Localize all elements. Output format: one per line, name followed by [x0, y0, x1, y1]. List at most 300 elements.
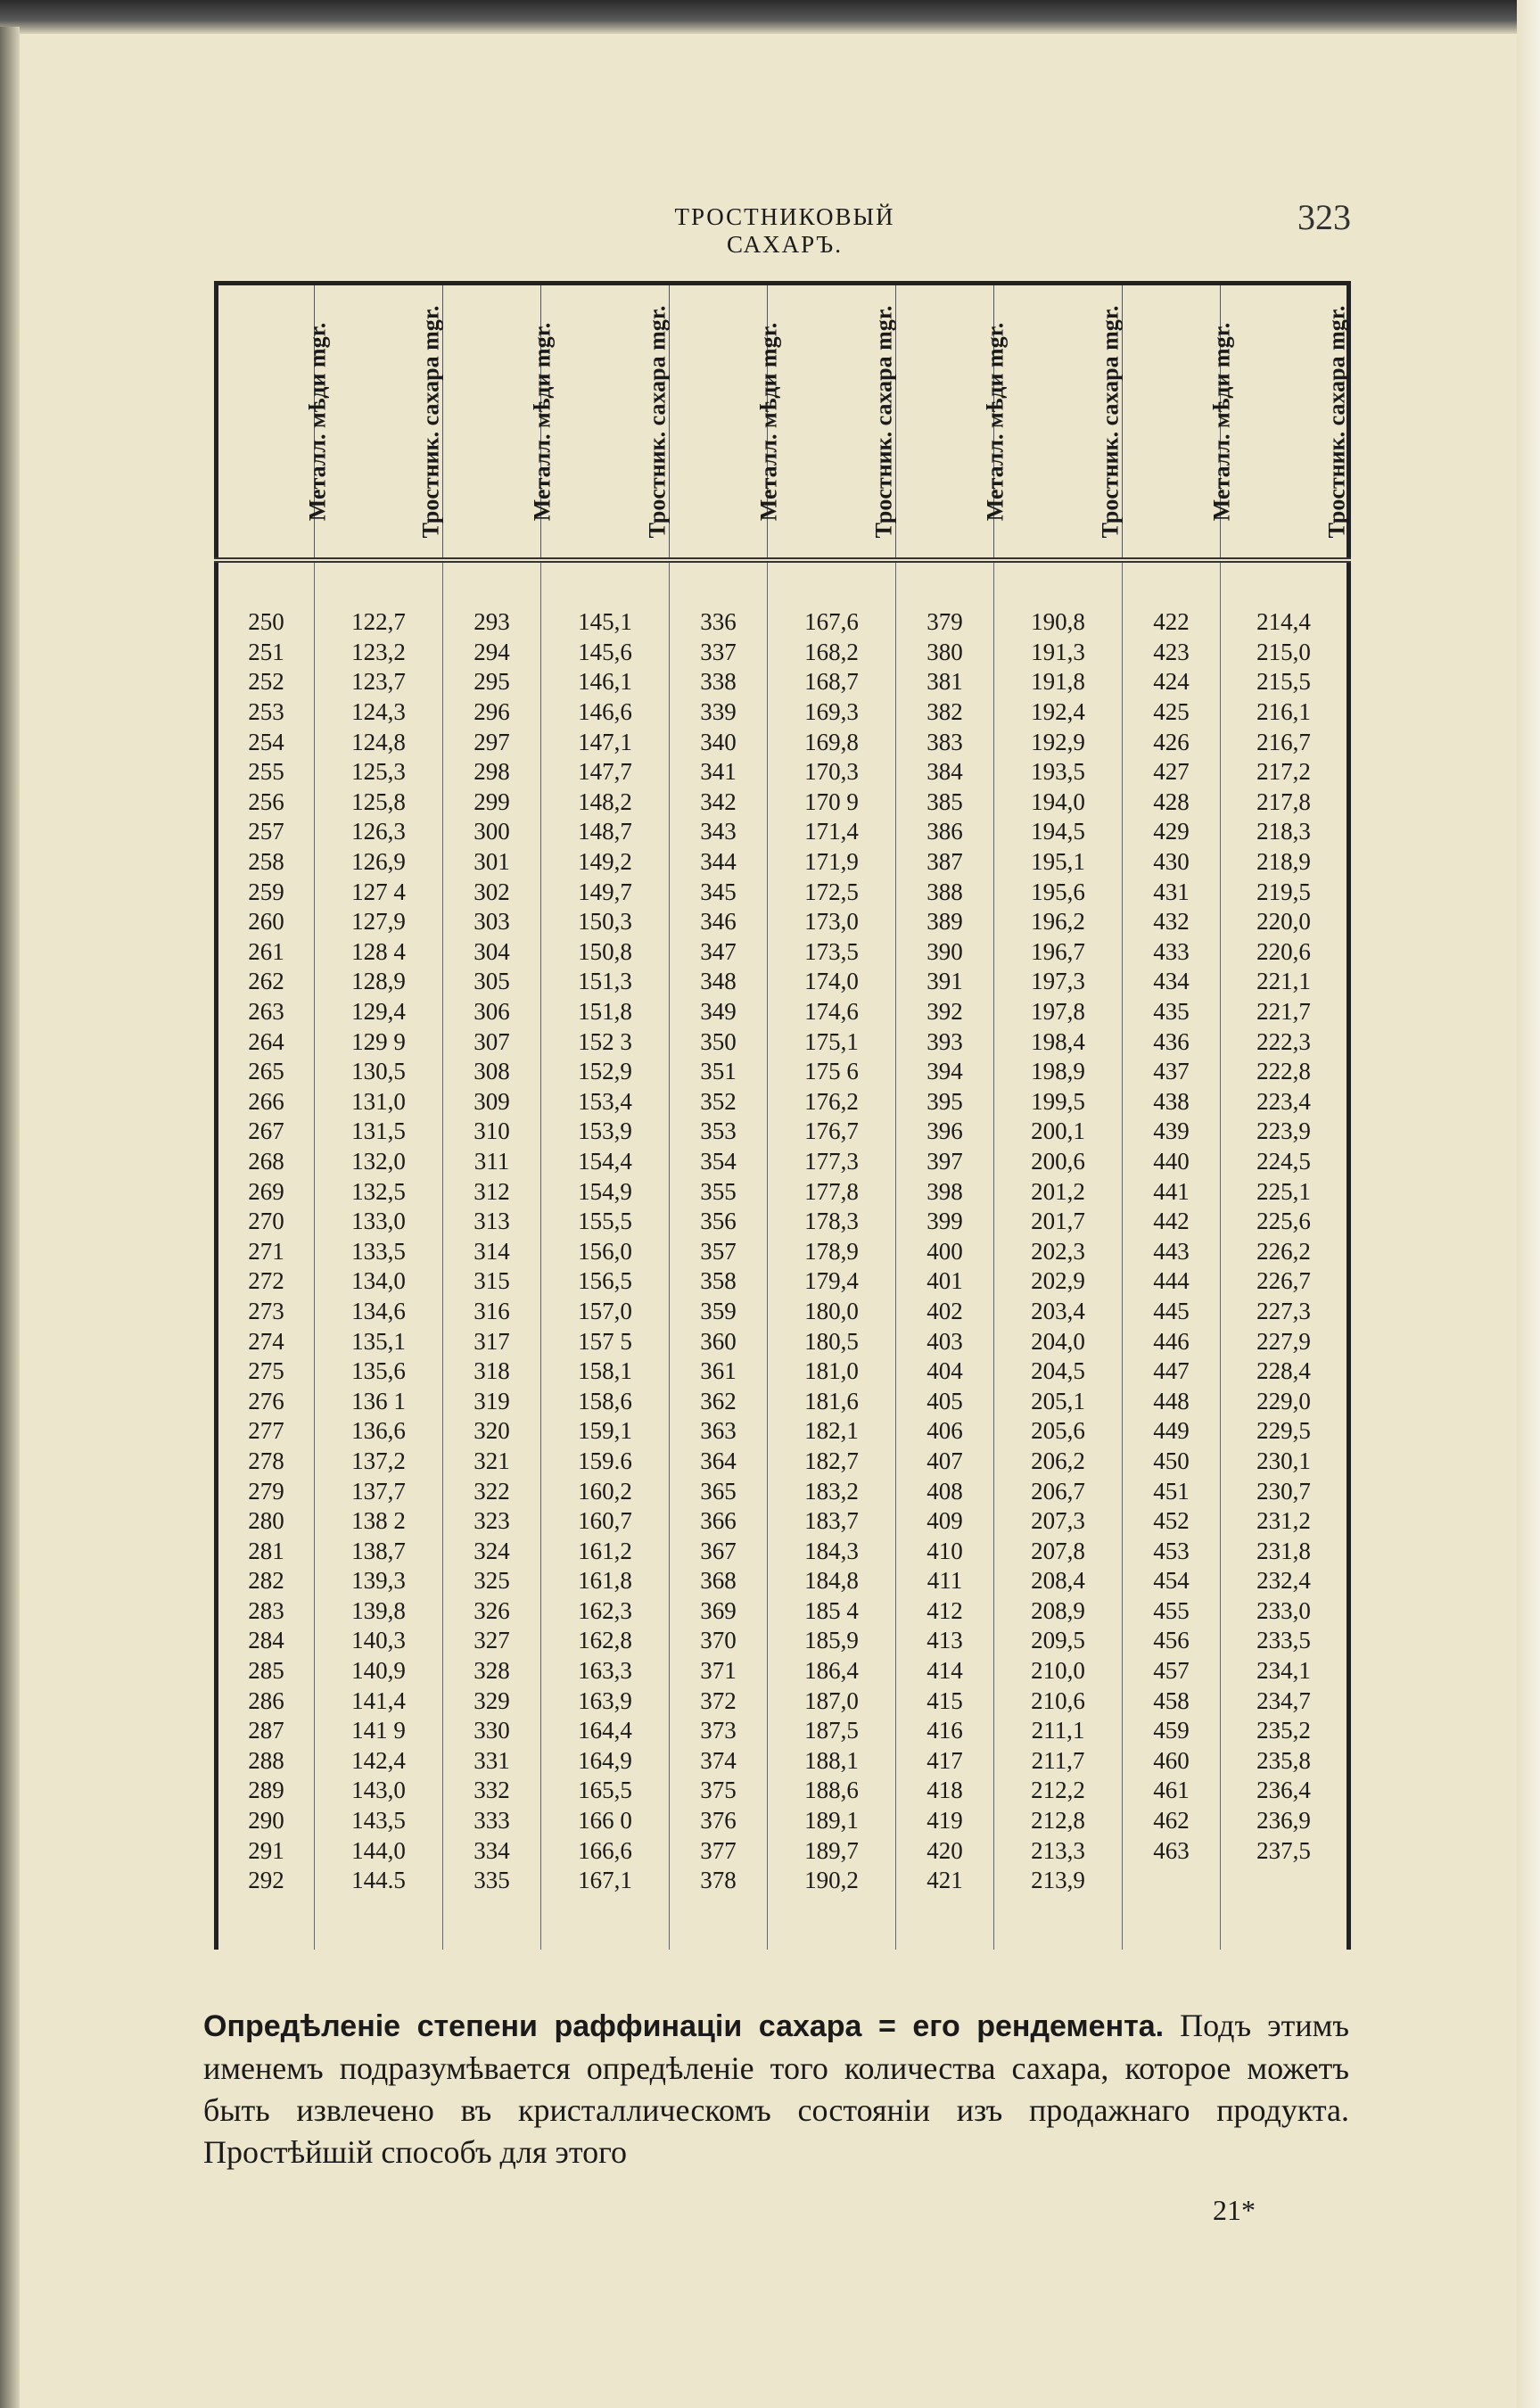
- table-cell: 260: [217, 907, 315, 937]
- table-cell: 223,4: [1221, 1087, 1349, 1117]
- paragraph-lead: Опредѣленіе степени раффинаціи сахара = его рендемента.: [203, 2009, 1165, 2043]
- table-cell: 334: [443, 1835, 541, 1866]
- table-cell: 418: [896, 1776, 994, 1806]
- table-cell: 271: [217, 1236, 315, 1266]
- table-cell: 176,2: [768, 1087, 896, 1117]
- table-row: [217, 667, 1349, 697]
- table-cell: 443: [1123, 1236, 1221, 1266]
- header-copper: [217, 284, 331, 561]
- table-cell: 354: [670, 1147, 768, 1177]
- table-cell: 438: [1123, 1087, 1221, 1117]
- table-cell: 201,7: [994, 1207, 1123, 1237]
- table-cell: 292: [217, 1866, 315, 1950]
- table-cell: 419: [896, 1806, 994, 1836]
- table-cell: 417: [896, 1746, 994, 1777]
- table-cell: 371: [670, 1656, 768, 1686]
- table-cell: 149,7: [541, 877, 670, 907]
- table-cell: 390: [896, 937, 994, 968]
- table-cell: 148,2: [541, 788, 670, 818]
- table-cell: 214,4: [1221, 560, 1349, 638]
- header-label: Тростник. сахара mgr.: [1097, 305, 1124, 538]
- table-row: [217, 877, 1349, 907]
- table-cell: 184,3: [768, 1536, 896, 1566]
- table-cell: 195,6: [994, 877, 1123, 907]
- table-cell: 126,9: [315, 847, 443, 878]
- table-cell: 134,6: [315, 1297, 443, 1327]
- table-cell: 173,0: [768, 907, 896, 937]
- table-row: [217, 907, 1349, 937]
- table-cell: 305: [443, 967, 541, 997]
- table-cell: 422: [1123, 560, 1221, 638]
- table-cell: 140,9: [315, 1656, 443, 1686]
- table-cell: 255: [217, 757, 315, 788]
- table-cell: 129,4: [315, 997, 443, 1027]
- table-cell: 233,0: [1221, 1596, 1349, 1627]
- table-cell: 215,0: [1221, 638, 1349, 668]
- table-cell: 157,0: [541, 1297, 670, 1327]
- table-cell: 411: [896, 1566, 994, 1596]
- table-cell: 193,5: [994, 757, 1123, 788]
- table-cell: 128,9: [315, 967, 443, 997]
- table-cell: 213,9: [994, 1866, 1123, 1950]
- table-row: [217, 1057, 1349, 1087]
- table-cell: 272: [217, 1266, 315, 1297]
- table-cell: 308: [443, 1057, 541, 1087]
- table-cell: 185,9: [768, 1626, 896, 1656]
- table-cell: 206,2: [994, 1447, 1123, 1477]
- table-cell: 133,0: [315, 1207, 443, 1237]
- table-cell: 176,7: [768, 1117, 896, 1147]
- table-cell: 310: [443, 1117, 541, 1147]
- table-cell: 146,6: [541, 697, 670, 728]
- table-row: [217, 1326, 1349, 1357]
- table-cell: 408: [896, 1476, 994, 1506]
- header-sugar: [315, 284, 443, 561]
- table-cell: 145,1: [541, 560, 670, 638]
- table-cell: 455: [1123, 1596, 1221, 1627]
- table-cell: 393: [896, 1027, 994, 1057]
- table-cell: 157 5: [541, 1326, 670, 1357]
- table-cell: 264: [217, 1027, 315, 1057]
- table-cell: 229,0: [1221, 1386, 1349, 1416]
- table-row: [217, 1835, 1349, 1866]
- copper-sugar-table: [214, 281, 1351, 1950]
- table-cell: 442: [1123, 1207, 1221, 1237]
- table-cell: 326: [443, 1596, 541, 1627]
- table-cell: 205,6: [994, 1416, 1123, 1447]
- table-cell: 339: [670, 697, 768, 728]
- table-cell: 458: [1123, 1686, 1221, 1716]
- table-cell: 128 4: [315, 937, 443, 968]
- table-cell: 429: [1123, 817, 1221, 847]
- table-cell: 426: [1123, 727, 1221, 757]
- table-cell: 293: [443, 560, 541, 638]
- table-row: [217, 817, 1349, 847]
- table-cell: 350: [670, 1027, 768, 1057]
- table-cell: 395: [896, 1087, 994, 1117]
- table-cell: 211,1: [994, 1716, 1123, 1746]
- table-cell: 288: [217, 1746, 315, 1777]
- table-cell: 236,4: [1221, 1776, 1349, 1806]
- table-cell: 441: [1123, 1176, 1221, 1207]
- table-cell: 163,3: [541, 1656, 670, 1686]
- table-cell: 235,2: [1221, 1716, 1349, 1746]
- table-cell: 159,1: [541, 1416, 670, 1447]
- header-copper: [443, 284, 556, 561]
- table-cell: 216,7: [1221, 727, 1349, 757]
- table-cell: 338: [670, 667, 768, 697]
- header-label: Тростник. сахара mgr.: [417, 305, 444, 538]
- table-cell: 380: [896, 638, 994, 668]
- table-cell: 295: [443, 667, 541, 697]
- table-cell: 414: [896, 1656, 994, 1686]
- table-cell: 223,9: [1221, 1117, 1349, 1147]
- table-cell: 340: [670, 727, 768, 757]
- table-cell: 186,4: [768, 1656, 896, 1686]
- table-cell: 404: [896, 1357, 994, 1387]
- table-cell: 194,5: [994, 817, 1123, 847]
- table-cell: 457: [1123, 1656, 1221, 1686]
- table-cell: 181,0: [768, 1357, 896, 1387]
- header-label: Металл. мѣди mgr.: [1208, 322, 1235, 521]
- table-cell: 423: [1123, 638, 1221, 668]
- table-cell: 177,3: [768, 1147, 896, 1177]
- table-cell: 197,8: [994, 997, 1123, 1027]
- table-cell: 154,4: [541, 1147, 670, 1177]
- table-row: [217, 1626, 1349, 1656]
- header-sugar: [541, 284, 670, 561]
- table-cell: 424: [1123, 667, 1221, 697]
- table-cell: 148,7: [541, 817, 670, 847]
- table-cell: 171,4: [768, 817, 896, 847]
- table-cell: 315: [443, 1266, 541, 1297]
- table-row: [217, 847, 1349, 878]
- table-cell: 269: [217, 1176, 315, 1207]
- table-cell: 329: [443, 1686, 541, 1716]
- table-cell: 237,5: [1221, 1835, 1349, 1866]
- table-row: [217, 788, 1349, 818]
- paragraph-text: Подъ этимъ именемъ подразумѣвается опредѣленіе того количества сахара, которое можетъ быть извлечено въ кристаллическомъ состояніи изъ продажнаго продукта. Простѣйшій способъ для этого: [203, 2008, 1349, 2170]
- table-cell: 151,3: [541, 967, 670, 997]
- table-cell: 184,8: [768, 1566, 896, 1596]
- page-number: 323: [1297, 197, 1351, 237]
- table-row: [217, 1357, 1349, 1387]
- table-cell: 400: [896, 1236, 994, 1266]
- table-cell: 284: [217, 1626, 315, 1656]
- table-cell: 204,0: [994, 1326, 1123, 1357]
- table-cell: 124,8: [315, 727, 443, 757]
- table-cell: 335: [443, 1866, 541, 1950]
- table-cell: 137,2: [315, 1447, 443, 1477]
- header-copper: [896, 284, 1009, 561]
- table-cell: 126,3: [315, 817, 443, 847]
- table-cell: 348: [670, 967, 768, 997]
- table-cell: 265: [217, 1057, 315, 1087]
- table-cell: 175 6: [768, 1057, 896, 1087]
- table-cell: 182,7: [768, 1447, 896, 1477]
- body-paragraph: [203, 2005, 1349, 2173]
- table-cell: 319: [443, 1386, 541, 1416]
- table-cell: 448: [1123, 1386, 1221, 1416]
- table-cell: 337: [670, 638, 768, 668]
- table-cell: 150,8: [541, 937, 670, 968]
- table-cell: 231,8: [1221, 1536, 1349, 1566]
- table-cell: 123,7: [315, 667, 443, 697]
- table-cell: 446: [1123, 1326, 1221, 1357]
- table-cell: 211,7: [994, 1746, 1123, 1777]
- table-cell: 155,5: [541, 1207, 670, 1237]
- table-cell: 207,8: [994, 1536, 1123, 1566]
- table-cell: 307: [443, 1027, 541, 1057]
- table-cell: 349: [670, 997, 768, 1027]
- table-cell: 263: [217, 997, 315, 1027]
- table-cell: 201,2: [994, 1176, 1123, 1207]
- table-cell: 129 9: [315, 1027, 443, 1057]
- table-row: [217, 1866, 1349, 1950]
- table-cell: 451: [1123, 1476, 1221, 1506]
- table-cell: 139,3: [315, 1566, 443, 1596]
- table-cell: 346: [670, 907, 768, 937]
- table-row: [217, 1416, 1349, 1447]
- table-row: [217, 1716, 1349, 1746]
- table-cell: 192,4: [994, 697, 1123, 728]
- table-cell: 174,6: [768, 997, 896, 1027]
- table-cell: 461: [1123, 1776, 1221, 1806]
- table-cell: 208,4: [994, 1566, 1123, 1596]
- table-cell: 137,7: [315, 1476, 443, 1506]
- table-cell: 433: [1123, 937, 1221, 968]
- table-cell: 327: [443, 1626, 541, 1656]
- table-cell: 134,0: [315, 1266, 443, 1297]
- table-cell: 277: [217, 1416, 315, 1447]
- table-cell: 230,7: [1221, 1476, 1349, 1506]
- table-cell: 153,4: [541, 1087, 670, 1117]
- table-cell: 373: [670, 1716, 768, 1746]
- table-cell: 131,5: [315, 1117, 443, 1147]
- table-row: [217, 937, 1349, 968]
- table-row: [217, 1297, 1349, 1327]
- table-cell: 324: [443, 1536, 541, 1566]
- table-cell: 224,5: [1221, 1147, 1349, 1177]
- table-cell: 261: [217, 937, 315, 968]
- table-cell: 232,4: [1221, 1566, 1349, 1596]
- table-cell: 436: [1123, 1027, 1221, 1057]
- table-cell: 152,9: [541, 1057, 670, 1087]
- table-cell: 362: [670, 1386, 768, 1416]
- table-row: [217, 1656, 1349, 1686]
- table-cell: 123,2: [315, 638, 443, 668]
- table-cell: 217,8: [1221, 788, 1349, 818]
- table-cell: 170,3: [768, 757, 896, 788]
- table-cell: 394: [896, 1057, 994, 1087]
- table-cell: 220,0: [1221, 907, 1349, 937]
- table-row: [217, 1776, 1349, 1806]
- table-cell: 459: [1123, 1716, 1221, 1746]
- table-cell: 377: [670, 1835, 768, 1866]
- table-cell: 280: [217, 1506, 315, 1537]
- table-cell: 197,3: [994, 967, 1123, 997]
- conversion-table-container: [214, 281, 1350, 1962]
- table-cell: 226,7: [1221, 1266, 1349, 1297]
- table-cell: 194,0: [994, 788, 1123, 818]
- table-cell: 166,6: [541, 1835, 670, 1866]
- table-row: [217, 1147, 1349, 1177]
- table-cell: 189,1: [768, 1806, 896, 1836]
- table-cell: 147,1: [541, 727, 670, 757]
- table-row: [217, 560, 1349, 638]
- table-cell: 386: [896, 817, 994, 847]
- table-cell: 434: [1123, 967, 1221, 997]
- table-cell: 374: [670, 1746, 768, 1777]
- table-cell: 369: [670, 1596, 768, 1627]
- table-cell: 320: [443, 1416, 541, 1447]
- table-cell: 385: [896, 788, 994, 818]
- table-cell: 415: [896, 1686, 994, 1716]
- table-cell: 225,1: [1221, 1176, 1349, 1207]
- table-cell: 200,1: [994, 1117, 1123, 1147]
- table-cell: 161,2: [541, 1536, 670, 1566]
- table-cell: 143,0: [315, 1776, 443, 1806]
- table-cell: 162,8: [541, 1626, 670, 1656]
- table-cell: 133,5: [315, 1236, 443, 1266]
- table-cell: 304: [443, 937, 541, 968]
- table-cell: 317: [443, 1326, 541, 1357]
- table-row: [217, 1536, 1349, 1566]
- table-cell: 190,2: [768, 1866, 896, 1950]
- table-cell: 381: [896, 667, 994, 697]
- table-cell: 172,5: [768, 877, 896, 907]
- table-cell: 167,6: [768, 560, 896, 638]
- table-cell: 452: [1123, 1506, 1221, 1537]
- table-cell: 234,1: [1221, 1656, 1349, 1686]
- table-cell: 275: [217, 1357, 315, 1387]
- table-cell: [1221, 1866, 1349, 1950]
- table-cell: 372: [670, 1686, 768, 1716]
- table-row: [217, 1236, 1349, 1266]
- table-cell: 151,8: [541, 997, 670, 1027]
- table-cell: 278: [217, 1447, 315, 1477]
- table-cell: 463: [1123, 1835, 1221, 1866]
- table-cell: 285: [217, 1656, 315, 1686]
- table-cell: 192,9: [994, 727, 1123, 757]
- table-cell: 279: [217, 1476, 315, 1506]
- table-cell: 388: [896, 877, 994, 907]
- table-cell: 437: [1123, 1057, 1221, 1087]
- table-cell: 250: [217, 560, 315, 638]
- table-cell: 267: [217, 1117, 315, 1147]
- table-cell: 407: [896, 1447, 994, 1477]
- table-cell: 401: [896, 1266, 994, 1297]
- table-cell: 453: [1123, 1536, 1221, 1566]
- table-cell: 178,3: [768, 1207, 896, 1237]
- table-cell: 462: [1123, 1806, 1221, 1836]
- table-cell: 314: [443, 1236, 541, 1266]
- table-cell: 179,4: [768, 1266, 896, 1297]
- table-cell: 428: [1123, 788, 1221, 818]
- table-row: [217, 1266, 1349, 1297]
- table-cell: 212,2: [994, 1776, 1123, 1806]
- table-cell: 425: [1123, 697, 1221, 728]
- table-cell: 363: [670, 1416, 768, 1447]
- table-cell: 208,9: [994, 1596, 1123, 1627]
- table-cell: 199,5: [994, 1087, 1123, 1117]
- table-cell: 325: [443, 1566, 541, 1596]
- table-row: [217, 1447, 1349, 1477]
- table-cell: 220,6: [1221, 937, 1349, 968]
- table-cell: 222,8: [1221, 1057, 1349, 1087]
- table-cell: 234,7: [1221, 1686, 1349, 1716]
- table-header-row: [217, 284, 1349, 561]
- table-cell: 171,9: [768, 847, 896, 878]
- table-cell: 141 9: [315, 1716, 443, 1746]
- table-cell: 253: [217, 697, 315, 728]
- table-cell: 188,1: [768, 1746, 896, 1777]
- table-cell: 182,1: [768, 1416, 896, 1447]
- header-label: Тростник. сахара mgr.: [644, 305, 671, 538]
- header-label: Металл. мѣди mgr.: [982, 322, 1009, 521]
- table-cell: 328: [443, 1656, 541, 1686]
- header-label: Тростник. сахара mgr.: [1323, 305, 1350, 538]
- table-cell: 262: [217, 967, 315, 997]
- table-cell: 162,3: [541, 1596, 670, 1627]
- signature-mark: 21*: [1213, 2194, 1256, 2226]
- table-cell: 136 1: [315, 1386, 443, 1416]
- table-cell: 309: [443, 1087, 541, 1117]
- table-cell: 218,9: [1221, 847, 1349, 878]
- table-cell: 188,6: [768, 1776, 896, 1806]
- table-cell: 270: [217, 1207, 315, 1237]
- header-sugar: [994, 284, 1123, 561]
- table-cell: 144,0: [315, 1835, 443, 1866]
- table-cell: 357: [670, 1236, 768, 1266]
- table-row: [217, 1686, 1349, 1716]
- table-cell: 221,1: [1221, 967, 1349, 997]
- table-cell: 233,5: [1221, 1626, 1349, 1656]
- table-cell: 336: [670, 560, 768, 638]
- table-row: [217, 1117, 1349, 1147]
- table-row: [217, 967, 1349, 997]
- table-cell: 427: [1123, 757, 1221, 788]
- table-cell: 169,3: [768, 697, 896, 728]
- table-cell: 147,7: [541, 757, 670, 788]
- table-cell: 125,8: [315, 788, 443, 818]
- table-cell: 204,5: [994, 1357, 1123, 1387]
- table-cell: 313: [443, 1207, 541, 1237]
- table-cell: 258: [217, 847, 315, 878]
- table-cell: 311: [443, 1147, 541, 1177]
- table-cell: 297: [443, 727, 541, 757]
- table-cell: 273: [217, 1297, 315, 1327]
- table-cell: 266: [217, 1087, 315, 1117]
- table-cell: 316: [443, 1297, 541, 1327]
- table-cell: 251: [217, 638, 315, 668]
- table-cell: 323: [443, 1506, 541, 1537]
- table-cell: 365: [670, 1476, 768, 1506]
- table-cell: 132,5: [315, 1176, 443, 1207]
- table-cell: 366: [670, 1506, 768, 1537]
- table-row: [217, 1746, 1349, 1777]
- table-cell: 431: [1123, 877, 1221, 907]
- table-cell: 187,0: [768, 1686, 896, 1716]
- table-cell: 298: [443, 757, 541, 788]
- table-cell: 198,4: [994, 1027, 1123, 1057]
- table-cell: 330: [443, 1716, 541, 1746]
- table-cell: 358: [670, 1266, 768, 1297]
- table-cell: 132,0: [315, 1147, 443, 1177]
- table-cell: 178,9: [768, 1236, 896, 1266]
- running-title: ТРОСТНИКОВЫЙ САХАРЪ.: [674, 203, 895, 258]
- table-cell: 460: [1123, 1746, 1221, 1777]
